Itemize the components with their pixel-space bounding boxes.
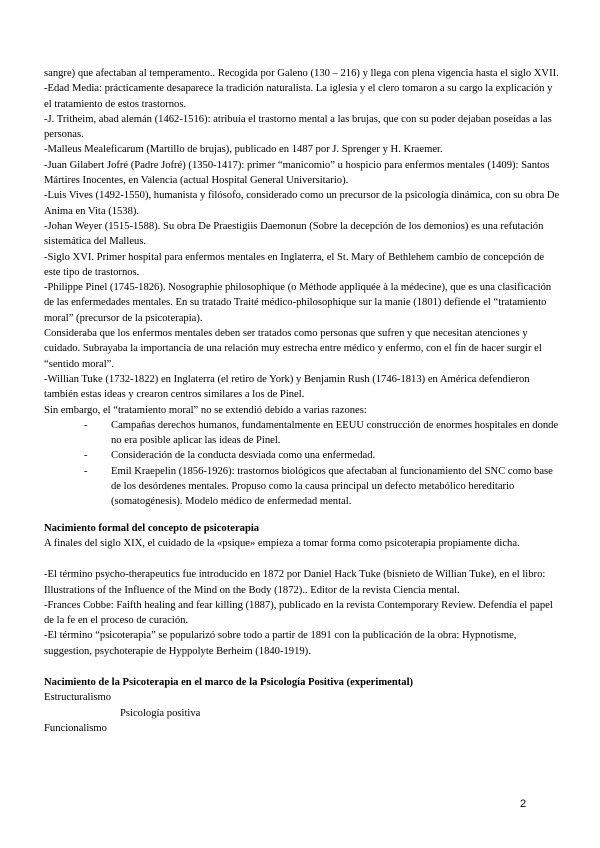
paragraph: -Malleus Mealeficarum (Martillo de brujas), publicado en 1487 por J. Sprenger y H. Kraemer.	[44, 144, 443, 156]
paragraph: -Philippe Pinel (1745-1826). Nosographie philosophique (o Méthode appliquée à la médecine), que es una clasificación de las enfermedades mentales. En su tratado Traité médico-philosophique sur la manie (1801) defiende el “tratamiento moral” (precursor de la psicoterapia).	[44, 282, 552, 324]
spacer	[44, 551, 560, 567]
spacer	[44, 659, 560, 675]
paragraph: -Edad Media: prácticamente desaparece la tradición naturalista. La iglesia y el clero tomaron a su cargo la explicación y el tratamiento de estos trastornos.	[44, 83, 553, 110]
page-number: 2	[520, 798, 527, 810]
paragraph: -Luis Vives (1492-1550), humanista y filósofo, considerado como un precursor de la psicología dinámica, con su obra De Anima en Vita (1538).	[44, 190, 560, 217]
list-item: - Emil Kraepelin (1856-1926): trastornos biológicos que afectaban al funcionamiento del SNC como base de los desórdenes mentales. Propuso como la causa principal un defecto metabólico hereditario (somatogénesis). Modelo médico de enfermedad mental.	[84, 464, 560, 510]
section-heading: Nacimiento de la Psicoterapia en el marco de la Psicología Positiva (experimental)	[44, 676, 414, 688]
text-line: Estructuralismo	[44, 692, 112, 704]
text-line: Funcionalismo	[44, 722, 107, 734]
paragraph: -Willian Tuke (1732-1822) en Inglaterra (el retiro de York) y Benjamin Rush (1746-1813) en América defendieron también estas ideas y crearon centros similares a los de Pinel.	[44, 373, 530, 401]
spacer	[44, 510, 560, 521]
page-content	[44, 66, 560, 736]
paragraph: Sin embargo, el “tratamiento moral” no se extendió debido a varias razones:	[44, 404, 367, 416]
text-line: Psicología positiva	[120, 707, 201, 719]
paragraph: -Johan Weyer (1515-1588). Su obra De Praestigiis Daemonun (Sobre la decepción de los demonios) es una refutación sistemática del Malleus.	[44, 220, 544, 248]
paragraph: Consideraba que los enfermos mentales deben ser tratados como personas que sufren y que necesitan atenciones y cuidado. Subrayaba la importancia de una relación muy estrecha entre médico y enfermo, con el fin de hacer surgir el “sentido moral”.	[44, 328, 542, 370]
paragraph: -Siglo XVI. Primer hospital para enfermos mentales en Inglaterra, el St. Mary of Bethlehem cambio de concepción de este tipo de trastornos.	[44, 251, 545, 278]
list-item: - Consideración de la conducta desviada como una enfermedad.	[84, 448, 560, 463]
paragraph: -J. Tritheim, abad alemán (1462-1516): atribuía el trastorno mental a las brujas, que con su poder dejaban poseídas a las personas.	[44, 113, 552, 141]
list-item: - Campañas derechos humanos, fundamentalmente en EEUU construcción de enormes hospitales en donde no era posible aplicar las ideas de Pinel.	[84, 418, 560, 449]
paragraph: -Juan Gilabert Jofré (Padre Jofré) (1350-1417): primer “manicomio” u hospicio para enfermos mentales (1409): Santos Mártires Inocentes, en Valencia (actual Hospital General Universitario).	[44, 159, 550, 187]
reasons-list	[44, 418, 560, 510]
paragraph: A finales del siglo XIX, el cuidado de la «psique» empieza a tomar forma como psicoterapia propiamente dicha.	[44, 537, 520, 549]
section-heading: Nacimiento formal del concepto de psicoterapia	[44, 522, 260, 534]
paragraph: -El término psycho-therapeutics fue introducido en 1872 por Daniel Hack Tuke (bisnieto de Willian Tuke), en el libro: Illustrations of the Influence of the Mind on the Body (1872).. Editor de la revista Ciencia mental.	[44, 569, 546, 596]
paragraph: -Frances Cobbe: Faifth healing and fear killing (1887), publicado en la revista Contemporary Review. Defendía el papel de la fe en el proceso de curación.	[44, 599, 553, 627]
paragraph: -El término “psicoterapia” se popularizó sobre todo a partir de 1891 con la publicación de la obra: Hypnotisme, suggestion, psychoterapie de Hyppolyte Berheim (1840-1919).	[44, 630, 517, 657]
paragraph: sangre) que afectaban al temperamento.. Recogida por Galeno (130 – 216) y llega con plena vigencia hasta el siglo XVII.	[44, 68, 559, 79]
